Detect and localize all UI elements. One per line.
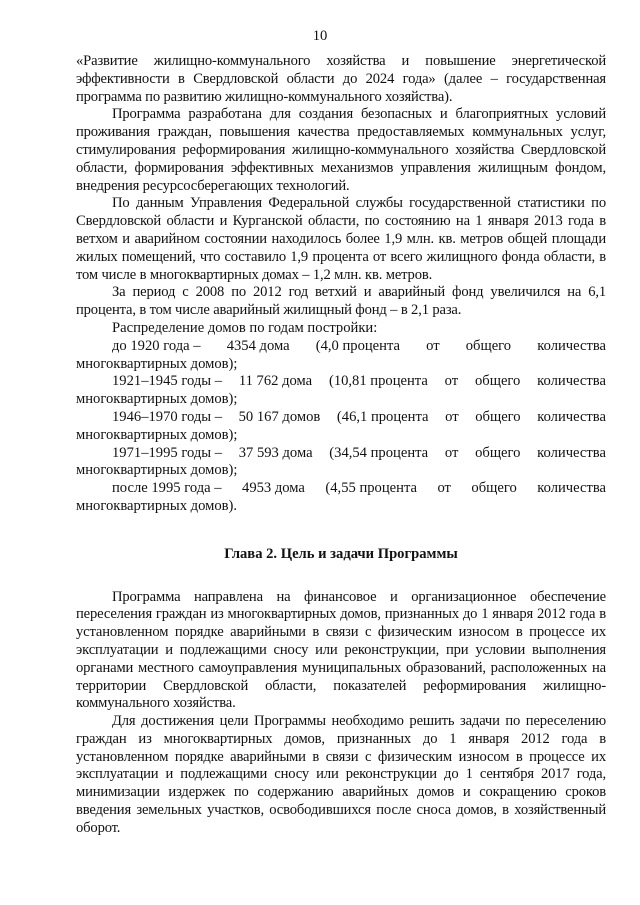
distribution-item — [76, 338, 606, 374]
distribution-word: количества — [537, 373, 606, 390]
distribution-word: от — [437, 480, 451, 497]
distribution-count: 37 593 дома — [238, 444, 313, 461]
distribution-share: (4,0 процента — [315, 337, 401, 354]
distribution-continuation: многоквартирных домов); — [76, 462, 238, 479]
distribution-item — [76, 480, 606, 516]
paragraph-tasks: Для достижения цели Программы необходимо решить задачи по переселению граждан из многоквартирных домов, признанных до 1 января 2012 года в установленном порядке аварийными в связи с физическим износом в процессе их эксплуатации и подлежащими сносу или реконструкции до 1 сентября 2017 года, минимизации издержек по содержанию аварийных домов и сокращению сроков введения земельных участков, освободившихся после сноса домов, в хозяйственный оборот. — [76, 713, 606, 836]
paragraph-period: За период с 2008 по 2012 год ветхий и аварийный фонд увеличился на 6,1 процента, в том числе аварийный жилищный фонд – в 2,1 раза. — [76, 284, 606, 319]
distribution-period: после 1995 года – — [112, 480, 222, 497]
distribution-word: от — [426, 337, 440, 354]
distribution-continuation: многоквартирных домов). — [76, 497, 238, 514]
distribution-period: 1921–1945 годы – — [112, 373, 222, 390]
distribution-share: (34,54 процента — [329, 444, 429, 461]
distribution-share: (4,55 процента — [325, 480, 417, 497]
distribution-word: количества — [537, 408, 606, 425]
distribution-list — [76, 338, 606, 516]
distribution-count: 4354 дома — [226, 337, 290, 354]
distribution-word: общего — [471, 480, 517, 497]
distribution-share: (10,81 процента — [328, 373, 428, 390]
chapter-heading: Глава 2. Цель и задачи Программы — [224, 545, 458, 562]
distribution-word: общего — [475, 444, 521, 461]
distribution-share: (46,1 процента — [336, 408, 429, 425]
distribution-word: общего — [475, 408, 521, 425]
distribution-item — [76, 373, 606, 409]
distribution-count: 11 762 дома — [238, 373, 313, 390]
distribution-item — [76, 445, 606, 481]
distribution-period: 1971–1995 годы – — [112, 444, 222, 461]
distribution-word: общего — [465, 337, 512, 354]
distribution-word: общего — [474, 373, 521, 390]
page-number: 10 — [312, 28, 328, 44]
distribution-item — [76, 409, 606, 445]
distribution-continuation: многоквартирных домов); — [76, 426, 238, 443]
distribution-continuation: многоквартирных домов); — [76, 391, 238, 408]
distribution-continuation: многоквартирных домов); — [76, 355, 238, 372]
paragraph-aim: Программа направлена на финансовое и организационное обеспечение переселения граждан из многоквартирных домов, признанных до 1 января 2012 года в установленном порядке аварийными в связи с физическим износом в процессе их эксплуатации и подлежащими сносу или реконструкции, при условии выполнения органами местного самоуправления муниципальных образований, расположенных на территории Свердловской области, показателей реформирования жилищно-коммунального хозяйства. — [76, 588, 606, 712]
paragraph-statistics: По данным Управления Федеральной службы государственной статистики по Свердловской области и Курганской области, по состоянию на 1 января 2013 года в ветхом и аварийном состоянии находилось более 1,9 млн. кв. метров общей площади жилых помещений, что составило 1,9 процента от всего жилищного фонда области, в том числе в многоквартирных домах – 1,2 млн. кв. метров. — [76, 195, 606, 283]
distribution-word: от — [444, 373, 459, 390]
distribution-period: до 1920 года – — [112, 337, 201, 354]
distribution-word: количества — [537, 444, 606, 461]
distribution-count: 4953 дома — [242, 480, 305, 497]
page-content — [76, 53, 606, 838]
paragraph-intro: «Развитие жилищно-коммунального хозяйства и повышение энергетической эффективности в Свердловской области до 2024 года» (далее – государственная программа по развитию жилищно-коммунального хозяйства). — [76, 53, 606, 105]
paragraph-distribution: Распределение домов по годам постройки: — [112, 319, 378, 336]
distribution-word: количества — [537, 480, 606, 497]
distribution-word: от — [444, 444, 459, 461]
distribution-count: 50 167 домов — [238, 408, 321, 425]
distribution-word: количества — [537, 337, 606, 354]
paragraph-developed: Программа разработана для создания безопасных и благоприятных условий проживания граждан, повышения качества предоставляемых коммунальных услуг, стимулирования реформирования жилищно-коммунального хозяйства Свердловской области, формирования эффективных механизмов управления жилищным фондом, внедрения ресурсосберегающих технологий. — [76, 106, 606, 194]
distribution-word: от — [445, 408, 459, 425]
distribution-period: 1946–1970 годы – — [112, 408, 222, 425]
